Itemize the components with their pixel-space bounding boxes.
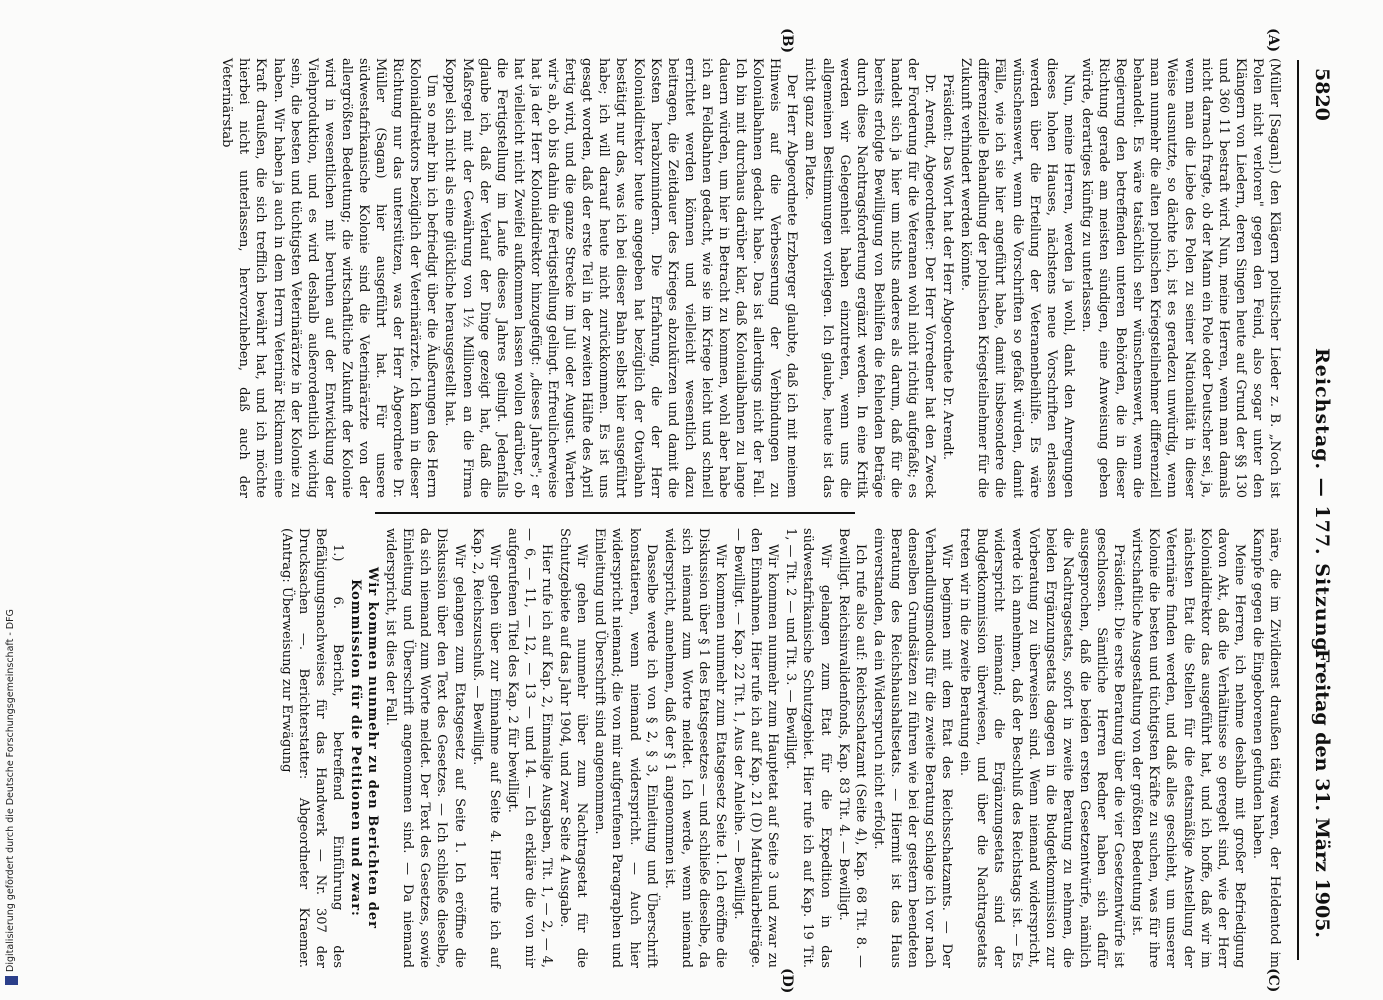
- paragraph: 1.) 6. Bericht, betreffend Einführung des Befähigungsnachweises für das Handwerk — Nr. 307 der Drucksachen —. Berichterstatter: Abgeordneter Kraemer. (Antrag: Überweisung zur Erwägung: [278, 528, 345, 968]
- paragraph: Hier rufe ich auf Kap. 2, Einmalige Ausgaben, Tit. 1, — 2, — 4, — 6, — 11, — 12, — 13 — und 14. — Ich erkläre die von mir aufgerufenen Titel des Kap. 2 für bewilligt.: [504, 528, 555, 968]
- paragraph: (Müller [Sagan].) den Klägern politischer Lieder z. B. „Noch ist Polen nicht verloren" gegen den Feind, also sogar unter den Klängern von Liedern, deren Singen heute auf Grund der §§ 130 und 360 11 bestraft wird. Nun, meine Herren, wenn man damals nicht darnach fragte, ob der Mann ein Pole oder Deutscher sei, ja, wenn man die Liebe des Polen zu seiner Nationalität in dieser Weise ausnutzte, so dächte ich, ist es geradezu unwürdig, wenn man nunmehr die alten polnischen Kriegsteilnehmer differenziell behandelt. Es wäre tatsächlich sehr wünschenswert, wenn die Regierung den betreffenden unteren Behörden, die in dieser Richtung gerade am meisten sündigen, eine Anweisung geben würde, derartiges künftig zu unterlassen.: [1078, 58, 1282, 498]
- paragraph: Wir gehen nunmehr über zum Nachtragsetat für die Schutzgebiete auf das Jahr 1904, und zwar Seite 4 Ausgabe.: [557, 528, 590, 968]
- margin-marker-d: (D): [779, 968, 795, 994]
- margin-marker-a: (A): [1265, 28, 1281, 53]
- margin-marker-c: (C): [1265, 968, 1281, 993]
- right-text-column: [277, 528, 1283, 968]
- paragraph: Meine Herren, ich nehme deshalb mit großer Befriedigung davon Akt, daß die Verhältnisse so geregelt sind, wie der Herr Kolonialdirektor das ausgeführt hat, und ich hoffe, daß wir im nächsten Etat die Stellen für die etatsmäßige Anstellung der Veterinäre finden werden, und daß alles geschieht, um unserer Kolonie die besten und tüchtigsten Kräfte zu suchen, was für ihre wirtschaftliche Ausgestaltung von der größten Bedeutung ist.: [1129, 528, 1247, 968]
- paragraph: Wir gelangen zum Etatsgesetz auf Seite 1. Ich eröffne die Diskussion über den Text des Gesetzes. — Ich schließe dieselbe, da sich niemand zum Worte meldet. Der Text des Gesetzes, sowie Einleitung und Überschrift angenommen sind. — Da niemand widerspricht, ist dies der Fall.: [383, 528, 467, 968]
- paragraph: Präsident: Die erste Beratung über die vier Gesetzentwürfe ist geschlossen. Sämtliche Herren Redner haben sich dafür ausgesprochen, daß die beiden ersten Gesetzentwürfe, nämlich die Nachtragsetats, sofort in zweite Beratung zu nehmen, die beiden Ergänzungsetats dagegen in die Budgetkommission zur Vorberatung zu überweisen sind. Wenn niemand widerspricht, werde ich annehmen, daß der Beschluß des Reichstags ist. — Es widerspricht niemand; die Ergänzungsetats sind der Budgetkommission überwiesen, und über die Nachtragsetats treten wir in die zweite Beratung ein.: [957, 528, 1127, 968]
- dfg-credit: [5, 600, 19, 985]
- paragraph: Nun, meine Herren, werden ja wohl, dank den Anregungen dieses hohen Hauses, nächstens neue Vorschriften erlassen werden über die Erteilung der Veteranenbeihilfe. Es wäre wünschenswert, wenn die Vorschriften so gefaßt würden, damit Fälle, wie ich sie hier angeführt habe, damit insbesondere die differenzielle Behandlung der polnischen Kriegsteilnehmer für die Zukunft verhindert werden könnte.: [958, 58, 1076, 498]
- paragraph: Dasselbe werde ich von § 2, § 3, Einleitung und Überschrift konstatieren, wenn niemand widerspricht. — Auch hier widerspricht niemand; die von mir aufgerufenen Paragraphen und Einleitung und Überschrift sind angenommen.: [592, 528, 659, 968]
- session-title: Reichstag. — 177. Sitzung.: [1311, 348, 1333, 660]
- paragraph: Wir kommen nunmehr zum Etatsgesetz Seite 1. Ich eröffne die Diskussion über § 1 des Etatsgesetzes — und schließe dieselbe, da sich niemand zum Worte meldet. Ich werde, wenn niemand widerspricht, annehmen, daß der § 1 angenommen ist.: [661, 528, 728, 968]
- paragraph: Wir beginnen mit dem Etat des Reichsschatzamts. — Der Verhandlungsmodus für die zweite Beratung schlage ich vor nach denselben Grundsätzen zu führen wie bei der gestern beendeten Beratung des Reichshaushaltsetats. — Hiermit ist das Haus einverstanden, da ein Widerspruch nicht erfolgt.: [870, 528, 955, 968]
- paragraph: Der Herr Abgeordnete Erzberger glaubte, daß ich mit meinem Hinweis auf die Verbesserung der Verbindungen zu Kolonialbahnen gedacht habe. Das ist allerdings nicht der Fall. Ich bin mit durchaus darüber klar, daß Kolonialbahnen zu lange dauern würden, um hier in Betracht zu kommen, wohl aber habe ich an Feldbahnen gedacht, wie sie im Kriege leicht und schnell errichtet werden können und vielleicht wesentlich dazu beitragen, die Zeitdauer des Krieges abzukürzen und damit die Kosten herabzumindern. Die Erfahrung, die der Herr Kolonialdirektor heute angegeben hat bezüglich der Otavibahn bestätigt nur das, was ich bei dieser Bahn selbst hier ausgeführt habe; ich will darauf heute nicht zurückkommen. Es ist uns gesagt worden, daß der erste Teil in der zweiten Hälfte des April fertig wird, und die ganze Strecke im Juli oder August. Warten wir's ab, ob bis dahin die Fertigstellung gelingt. Erfreulicherweise hat ja der Herr Kolonialdirektor hinzugefügt: „dieses Jahres"; er hat vielleicht nicht Zweifel aufkommen lassen wollen darüber, ob die Fertigstellung im Laufe dieses Jahres gelingt. Jedenfalls glaube ich, daß der Verlauf der Dinge gezeigt hat, daß die Maßregel mit der Gewährung von 1½ Millionen an die Firma Koppel sich nicht als eine glückliche herausgestellt hat.: [442, 58, 800, 498]
- left-text-column: [217, 58, 1283, 498]
- paragraph: Wir gehen über zur Einnahme auf Seite 4. Hier rufe ich auf Kap. 2, Reichszuschuß. — Bewilligt.: [469, 528, 502, 968]
- column-divider: [375, 512, 855, 514]
- page-header: [1299, 28, 1333, 978]
- paragraph: Dr. Arendt, Abgeordneter: Der Herr Vorredner hat den Zweck der Forderung für die Veteranen wohl nicht richtig aufgefaßt; es handelt sich ja hier um nichts anderes als darum, daß für die bereits erfolgte Bewilligung von Beihilfen die fehlenden Beträge durch diese Nachtragsforderung ergänzt werden. In eine Kritik werden wir Gelegenheit haben einzutreten, wenn uns die allgemeinen Bestimmungen vorliegen. Ich glaube, heute ist das nicht ganz am Platze.: [802, 58, 938, 498]
- header-rule: [1297, 60, 1299, 960]
- paragraph: Wir gelangen zum Etat für die Expedition in das südwestafrikanische Schutzgebiet. Hier rufe ich auf Kap. 19 Tit. 1, — Tit. 2 — und Tit. 3. — Bewilligt.: [783, 528, 833, 968]
- session-date: Freitag den 31. März 1905.: [1311, 648, 1333, 938]
- page-number: 5820: [1311, 68, 1333, 121]
- paragraph: Wir kommen nunmehr zum Hauptetat auf Seite 3 und zwar zu den Einnahmen. Hier rufe ich auf Kap. 21 (D) Matrikularbeiträge. — Bewilligt. — Kap. 22 Tit. 1, Aus der Anleihe. — Bewilligt.: [731, 528, 781, 968]
- paragraph: Um so mehr bin ich befriedigt über die Äußerungen des Herrn Kolonialdirektors bezüglich der Veterinärärzte. Ich kann in dieser Richtung nur das unterstützen, was der Herr Abgeordnete Dr. Müller (Sagan) hier ausgeführt hat. Für unsere südwestafrikanische Kolonie sind die Veterinärärzte von der allergrößten Bedeutung; die wirtschaftliche Zukunft der Kolonie wird in wesentlichen mit beruhen auf der Entwicklung der Viehproduktion, und es wird deshalb außerordentlich wichtig sein, die besten und tüchtigsten Veterinärärzte in der Kolonie zu haben. Wir haben ja auch in dem Herrn Veterinär Rickmann eine Kraft draußen, die sich trefflich bewährt hat, und ich möchte hierbei nicht unterlassen, hervorzuheben, daß auch der Veterinärstab: [219, 58, 440, 498]
- credit-text: Digitalisierung gefördert durch die Deutsche Forschungsgemeinschaft - DFG: [5, 609, 16, 972]
- paragraph: Präsident: Das Wort hat der Herr Abgeordnete Dr. Arendt.: [940, 74, 956, 460]
- margin-marker-b: (B): [779, 28, 795, 54]
- paragraph: näre, die im Zivildienst draußen tätig waren, der Heldentod im Kampfe gegen die Eingeborenen gefunden haben.: [1249, 528, 1282, 968]
- section-heading: Wir kommen nunmehr zu den Berichten der Kommission für die Petitionen und zwar:: [348, 567, 381, 929]
- dfg-logo-icon: [5, 976, 18, 985]
- paragraph: Ich rufe also auf: Reichsschatzamt (Seite 4), Kap. 68 Tit. 8. — Bewilligt. Reichsinvalidenfonds, Kap. 83 Tit. 4. — Bewilligt.: [835, 528, 868, 968]
